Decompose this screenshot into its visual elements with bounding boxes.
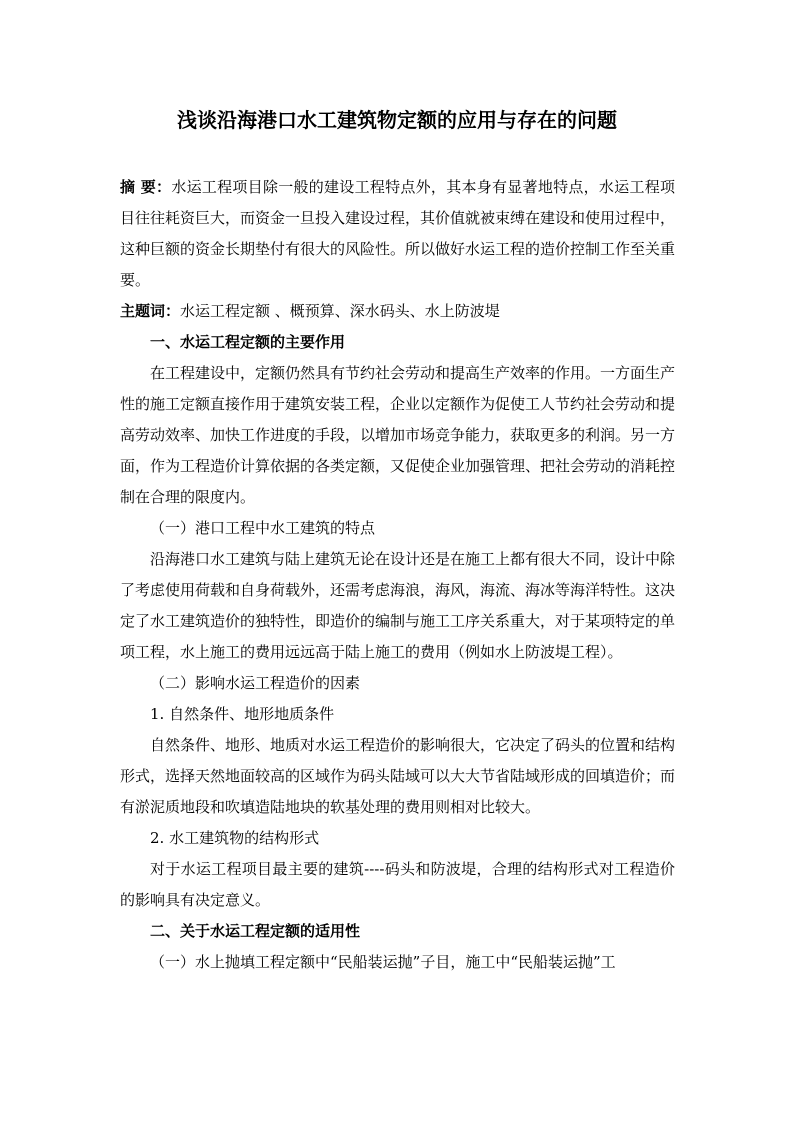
abstract-text: 水运工程项目除一般的建设工程特点外，其本身有显著地特点，水运工程项目往往耗资巨大，而资金一旦投入建设过程，其价值就被束缚在建设和使用过程中，这种巨额的资金长期垫付有很大的风险性。所以做好水运工程的造价控制工作至关重要。 bbox=[120, 178, 676, 289]
keywords-paragraph bbox=[120, 296, 675, 327]
abstract-paragraph bbox=[120, 172, 675, 296]
item1-heading: 1. 自然条件、地形地质条件 bbox=[150, 705, 335, 723]
keywords-label: 主题词： bbox=[120, 302, 181, 320]
item2-heading: 2. 水工建筑物的结构形式 bbox=[150, 829, 320, 847]
section2-paragraph: （一）水上抛填工程定额中“民船装运抛”子目，施工中“民船装运抛”工 bbox=[150, 953, 616, 971]
document-body bbox=[120, 172, 675, 978]
section1-paragraph: 在工程建设中，定额仍然具有节约社会劳动和提高生产效率的作用。一方面生产性的施工定额直接作用于建筑安装工程，企业以定额作为促使工人节约社会劳动和提高劳动效率、加快工作进度的手段，以增加市场竞争能力，获取更多的利润。另一方面，作为工程造价计算依据的各类定额，又促使企业加强管理、把社会劳动的消耗控制在合理的限度内。 bbox=[120, 364, 676, 506]
sub2-heading: （二）影响水运工程造价的因素 bbox=[150, 674, 361, 692]
abstract-label: 摘 要： bbox=[120, 178, 172, 196]
item2-paragraph: 对于水运工程项目最主要的建筑----码头和防波堤，合理的结构形式对工程造价的影响具有决定意义。 bbox=[120, 860, 675, 909]
keywords-text: 水运工程定额 、概预算、深水码头、水上防波堤 bbox=[180, 302, 500, 320]
section2-heading: 二、关于水运工程定额的适用性 bbox=[150, 922, 361, 940]
document-title: 浅谈沿海港口水工建筑物定额的应用与存在的问题 bbox=[177, 108, 617, 132]
section1-heading: 一、水运工程定额的主要作用 bbox=[150, 333, 346, 351]
item1-paragraph: 自然条件、地形、地质对水运工程造价的影响很大，它决定了码头的位置和结构形式，选择天然地面较高的区域作为码头陆域可以大大节省陆域形成的回填造价；而有淤泥质地段和吹填造陆地块的软基处理的费用则相对比较大。 bbox=[120, 736, 676, 816]
sub1-paragraph: 沿海港口水工建筑与陆上建筑无论在设计还是在施工上都有很大不同，设计中除了考虑使用荷载和自身荷载外，还需考虑海浪，海风，海流、海冰等海洋特性。这决定了水工建筑造价的独特性，即造价的编制与施工工序关系重大，对于某项特定的单项工程，水上施工的费用远远高于陆上施工的费用（例如水上防波堤工程）。 bbox=[120, 550, 676, 661]
sub1-heading: （一）港口工程中水工建筑的特点 bbox=[150, 519, 376, 537]
